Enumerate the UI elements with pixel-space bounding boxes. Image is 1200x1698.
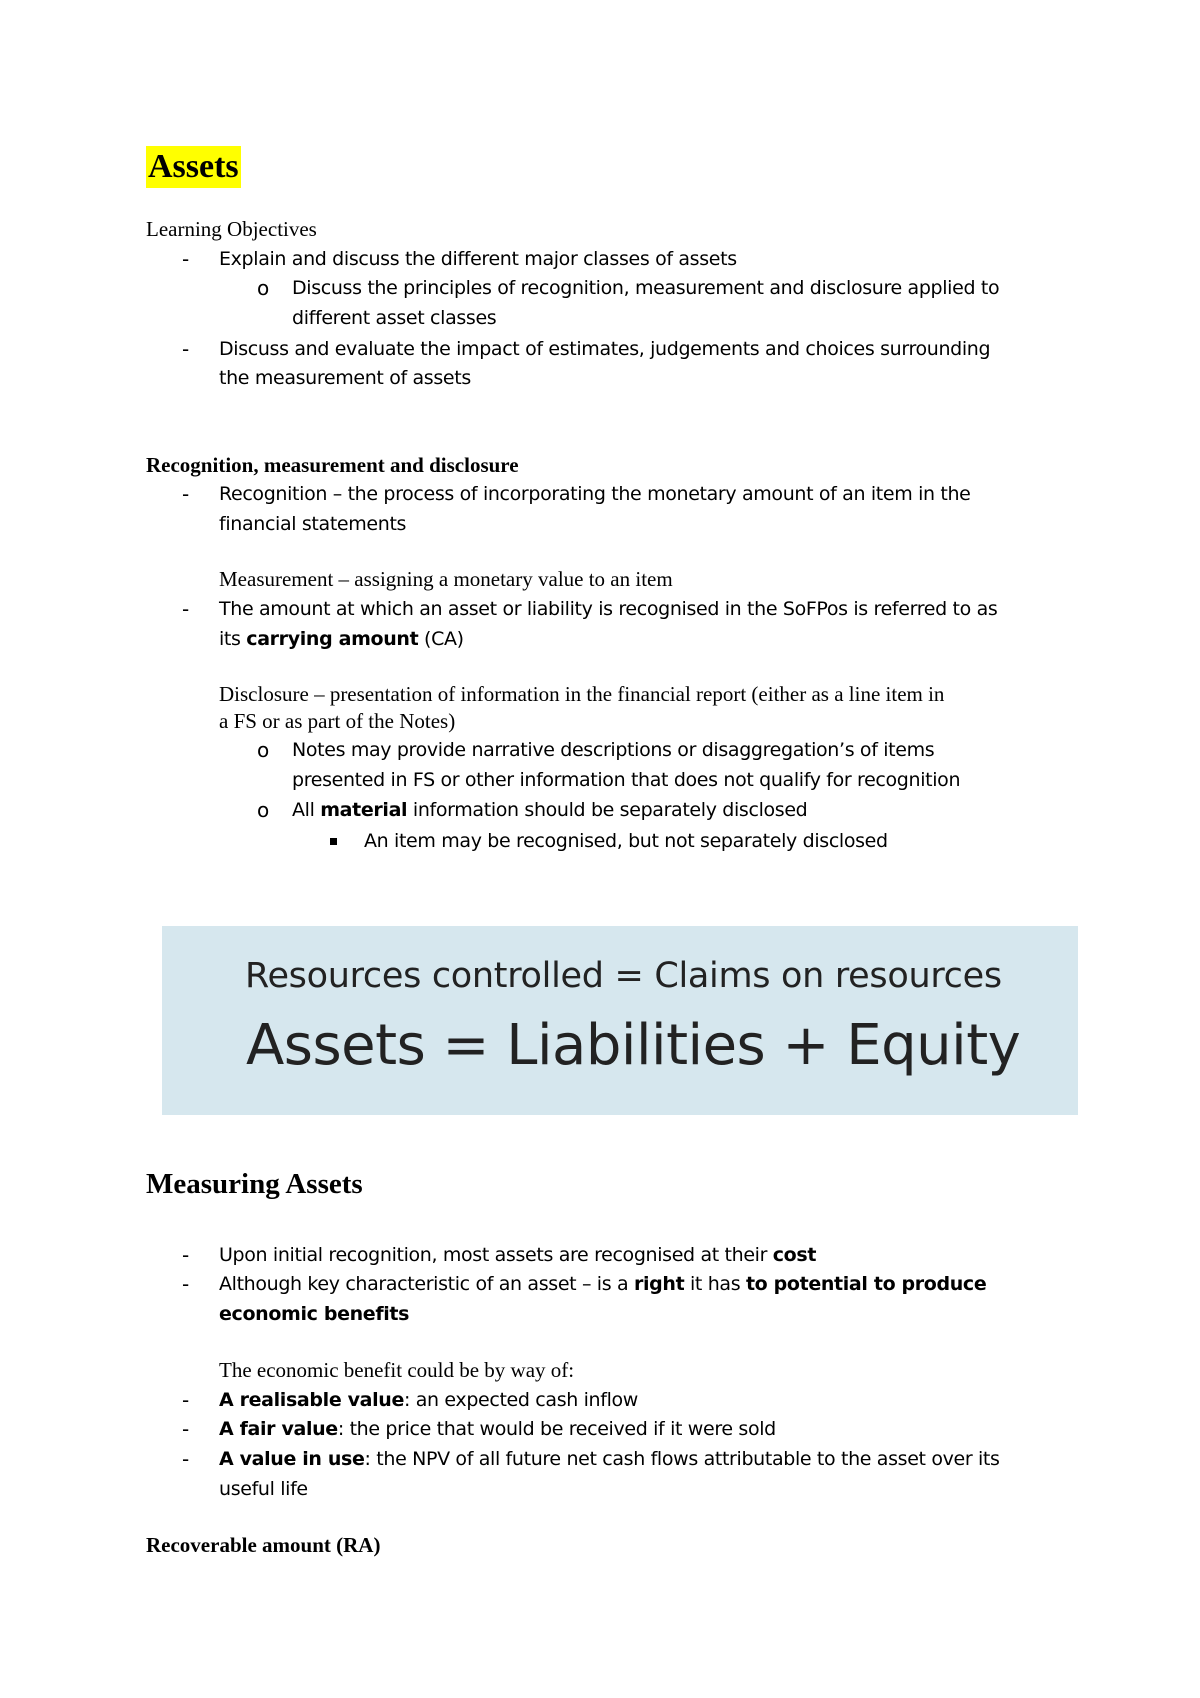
dash-bullet: - (182, 247, 190, 271)
circle-bullet-icon: o (257, 798, 270, 822)
accounting-equation-banner (162, 926, 1078, 1115)
initial-recognition-item: Upon initial recognition, most assets are recognised at their cost (219, 1244, 817, 1266)
key-characteristic-item: Although key characteristic of an asset – is a right it has to potential to produce (219, 1273, 987, 1295)
disclosure-definition-continued: a FS or as part of the Notes) (219, 709, 456, 733)
material-term: material (320, 799, 408, 821)
objective-subitem-continued: different asset classes (292, 307, 497, 329)
recoverable-amount-heading: Recoverable amount (RA) (146, 1533, 381, 1557)
dash-bullet: - (182, 1388, 190, 1412)
dash-bullet: - (182, 1447, 190, 1471)
dash-bullet: - (182, 597, 190, 621)
circle-bullet-icon: o (257, 738, 270, 762)
dash-bullet: - (182, 1272, 190, 1296)
economic-benefit-intro: The economic benefit could be by way of: (219, 1358, 575, 1382)
material-item: All material information should be separately disclosed (292, 799, 808, 821)
key-characteristic-item-continued: economic benefits (219, 1303, 410, 1325)
notes-item: Notes may provide narrative descriptions or disaggregation’s of items (292, 739, 935, 761)
fair-value-item: A fair value: the price that would be received if it were sold (219, 1418, 776, 1440)
circle-bullet-icon: o (257, 276, 270, 300)
banner-line-resources: Resources controlled = Claims on resources (245, 956, 1002, 996)
objective-subitem: Discuss the principles of recognition, measurement and disclosure applied to (292, 277, 1000, 299)
carrying-amount-text-continued: its carrying amount (CA) (219, 628, 464, 650)
dash-bullet: - (182, 337, 190, 361)
recognition-heading: Recognition, measurement and disclosure (146, 453, 519, 477)
learning-objectives-heading: Learning Objectives (146, 217, 317, 241)
objective-item: Explain and discuss the different major classes of assets (219, 248, 737, 270)
sub-item: An item may be recognised, but not separately disclosed (364, 830, 888, 852)
value-in-use-item-continued: useful life (219, 1478, 308, 1500)
realisable-value-item: A realisable value: an expected cash inflow (219, 1389, 638, 1411)
carrying-amount-text: The amount at which an asset or liability is recognised in the SoFPos is referred to as (219, 598, 998, 620)
objective-item-continued: the measurement of assets (219, 367, 471, 389)
page-title: Assets (146, 146, 241, 188)
dash-bullet: - (182, 1243, 190, 1267)
carrying-amount-term: carrying amount (246, 628, 419, 650)
measurement-definition: Measurement – assigning a monetary value to an item (219, 567, 673, 591)
dash-bullet: - (182, 1417, 190, 1441)
recognition-definition-continued: financial statements (219, 513, 407, 535)
value-in-use-item: A value in use: the NPV of all future net cash flows attributable to the asset over its (219, 1448, 1000, 1470)
objective-item: Discuss and evaluate the impact of estimates, judgements and choices surrounding (219, 338, 991, 360)
dash-bullet: - (182, 482, 190, 506)
cost-term: cost (772, 1244, 817, 1266)
square-bullet-icon (330, 838, 337, 845)
notes-item-continued: presented in FS or other information that does not qualify for recognition (292, 769, 961, 791)
recognition-definition: Recognition – the process of incorporating the monetary amount of an item in the (219, 483, 971, 505)
banner-line-equation: Assets = Liabilities + Equity (246, 1013, 1021, 1078)
disclosure-definition: Disclosure – presentation of information in the financial report (either as a line item in (219, 682, 945, 706)
measuring-assets-heading: Measuring Assets (146, 1168, 363, 1200)
